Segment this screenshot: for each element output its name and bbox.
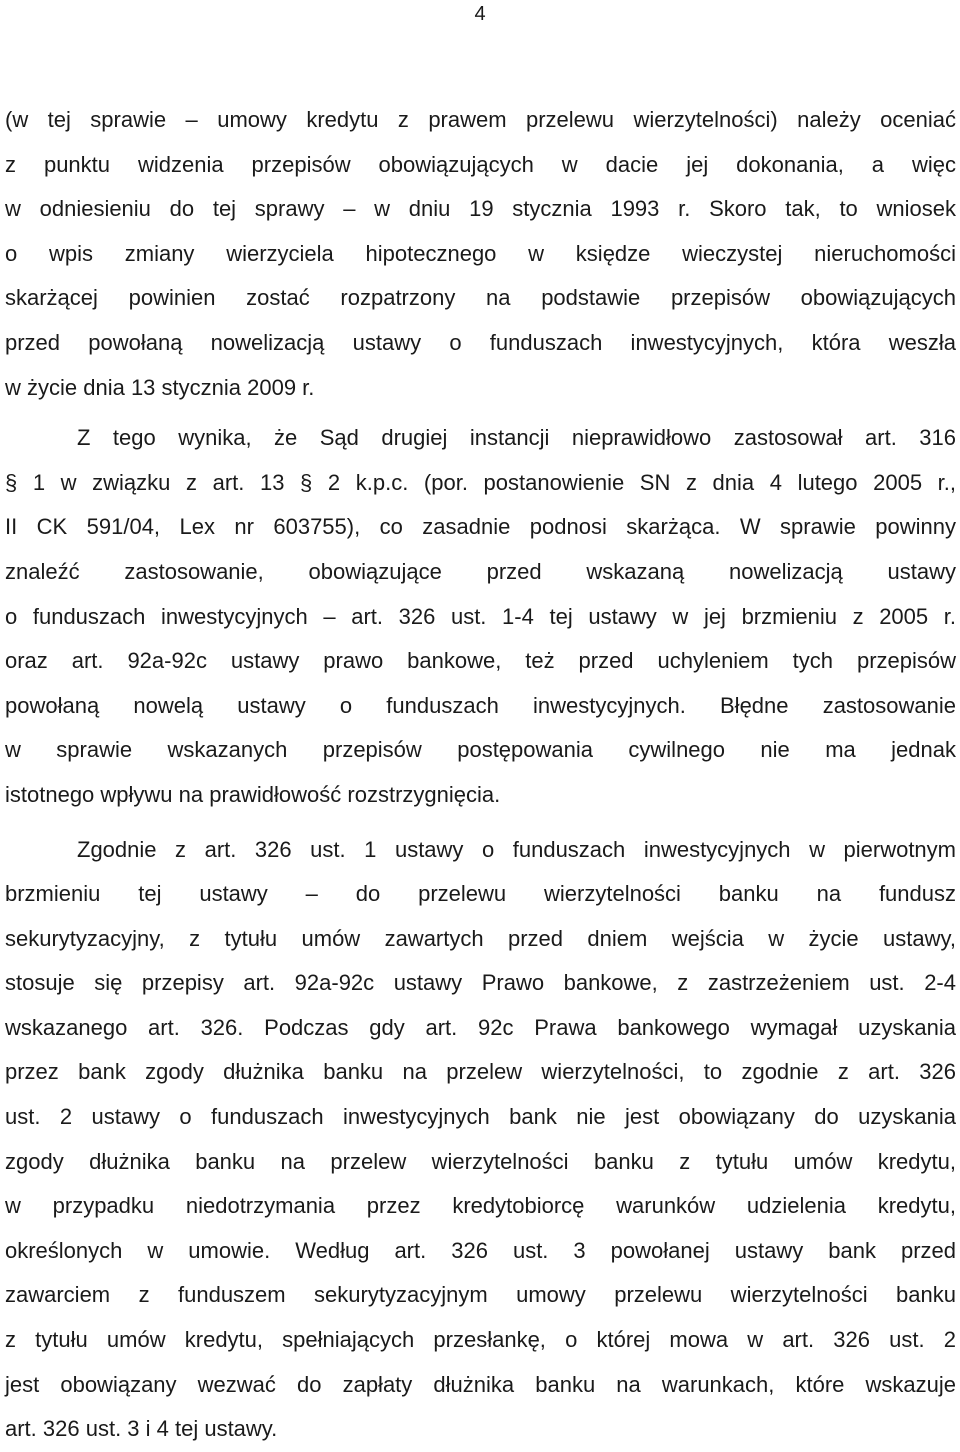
text-line: określonych w umowie. Według art. 326 ust. 3 powołanej ustawy bank przed <box>5 1237 956 1263</box>
text-line: w przypadku niedotrzymania przez kredytobiorcę warunków udzielenia kredytu, <box>5 1193 956 1219</box>
text-line: w życie dnia 13 stycznia 2009 r. <box>5 374 315 400</box>
text-line: o wpis zmiany wierzyciela hipotecznego w księdze wieczystej nieruchomości <box>5 240 956 266</box>
text-line: zgody dłużnika banku na przelew wierzytelności banku z tytułu umów kredytu, <box>5 1148 956 1174</box>
text-line: w sprawie wskazanych przepisów postępowania cywilnego nie ma jednak <box>5 737 956 763</box>
text-line: (w tej sprawie – umowy kredytu z prawem przelewu wierzytelności) należy oceniać <box>5 107 956 132</box>
paragraph-1 <box>5 98 956 410</box>
text-line: brzmieniu tej ustawy – do przelewu wierzytelności banku na fundusz <box>5 881 956 907</box>
paragraph-3 <box>5 828 956 1452</box>
text-line: sekurytyzacyjny, z tytułu umów zawartych przed dniem wejścia w życie ustawy, <box>5 925 956 951</box>
text-line: Z tego wynika, że Sąd drugiej instancji nieprawidłowo zastosował art. 316 <box>77 425 956 451</box>
text-line: znaleźć zastosowanie, obowiązujące przed wskazaną nowelizacją ustawy <box>5 558 956 584</box>
text-line: z punktu widzenia przepisów obowiązujących w dacie jej dokonania, a więc <box>5 151 956 177</box>
text-line: zawarciem z funduszem sekurytyzacyjnym umowy przelewu wierzytelności banku <box>5 1282 956 1308</box>
text-line: wskazanego art. 326. Podczas gdy art. 92c Prawa bankowego wymagał uzyskania <box>5 1014 956 1040</box>
text-line: z tytułu umów kredytu, spełniających przesłankę, o której mowa w art. 326 ust. 2 <box>5 1327 956 1353</box>
document-body <box>5 98 956 1452</box>
text-line: oraz art. 92a-92c ustawy prawo bankowe, też przed uchyleniem tych przepisów <box>5 648 956 674</box>
page-number: 4 <box>474 3 486 25</box>
text-line: II CK 591/04, Lex nr 603755), co zasadnie podnosi skarżąca. W sprawie powinny <box>5 514 956 540</box>
text-line: ust. 2 ustawy o funduszach inwestycyjnych bank nie jest obowiązany do uzyskania <box>5 1104 956 1130</box>
text-line: skarżącej powinien zostać rozpatrzony na podstawie przepisów obowiązujących <box>5 285 956 311</box>
text-line: art. 326 ust. 3 i 4 tej ustawy. <box>5 1416 278 1442</box>
text-line: powołaną nowelą ustawy o funduszach inwestycyjnych. Błędne zastosowanie <box>5 692 956 718</box>
text-line: przez bank zgody dłużnika banku na przelew wierzytelności, to zgodnie z art. 326 <box>5 1059 956 1085</box>
text-line: istotnego wpływu na prawidłowość rozstrzygnięcia. <box>5 781 501 807</box>
text-line: przed powołaną nowelizacją ustawy o funduszach inwestycyjnych, która weszła <box>5 329 956 355</box>
text-line: jest obowiązany wezwać do zapłaty dłużnika banku na warunkach, które wskazuje <box>5 1371 956 1397</box>
text-line: § 1 w związku z art. 13 § 2 k.p.c. (por. postanowienie SN z dnia 4 lutego 2005 r., <box>5 469 956 495</box>
text-line: o funduszach inwestycyjnych – art. 326 ust. 1-4 tej ustawy w jej brzmieniu z 2005 r. <box>5 603 956 629</box>
text-line: stosuje się przepisy art. 92a-92c ustawy Prawo bankowe, z zastrzeżeniem ust. 2-4 <box>5 970 956 996</box>
paragraph-gap <box>5 818 956 828</box>
text-line: Zgodnie z art. 326 ust. 1 ustawy o funduszach inwestycyjnych w pierwotnym <box>77 836 956 862</box>
text-line: w odniesieniu do tej sprawy – w dniu 19 stycznia 1993 r. Skoro tak, to wniosek <box>5 196 956 222</box>
paragraph-2 <box>5 416 956 817</box>
